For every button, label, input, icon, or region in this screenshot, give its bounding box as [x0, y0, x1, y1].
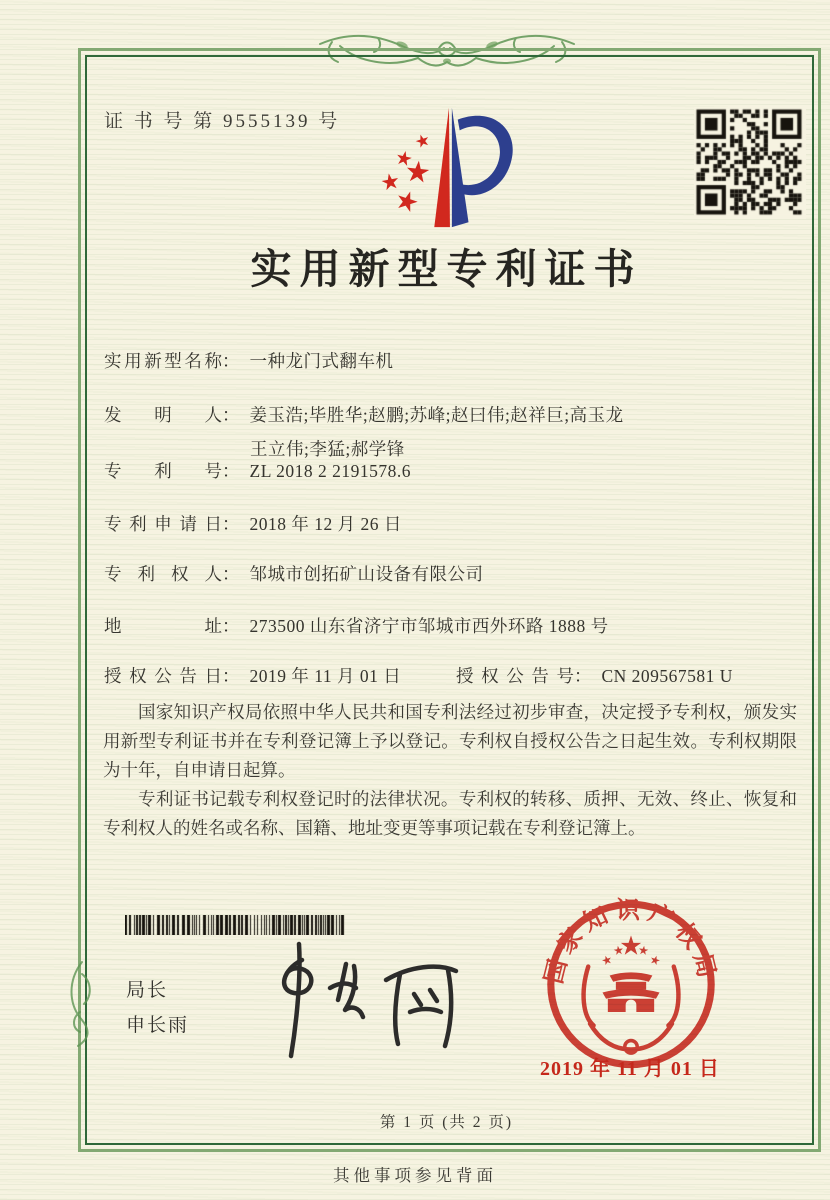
legal-paragraph-1: 国家知识产权局依照中华人民共和国专利法经过初步审查，决定授予专利权，颁发实用新型专利证书并在专利登记簿上予以登记。专利权自授权公告之日起生效。专利权期限为十年，自申请日起算。 — [103, 702, 797, 780]
field-colon: ： — [222, 514, 240, 534]
back-side-note: 其他事项参见背面 — [333, 1166, 497, 1185]
field-value: 一种龙门式翻车机 — [249, 351, 394, 371]
barcode — [125, 915, 345, 935]
legal-text-block — [103, 698, 797, 843]
field-label: 专利号 — [104, 461, 222, 481]
field-row-address — [104, 613, 609, 638]
field-colon: ： — [222, 405, 240, 425]
seal-ring-text: 国家知识产权局 — [541, 898, 721, 987]
field-label: 实用新型名称 — [104, 351, 222, 371]
field-colon: ： — [222, 564, 240, 584]
field-colon: ： — [222, 666, 240, 686]
field-value: ZL 2018 2 2191578.6 — [249, 461, 411, 481]
seal-date: 2019 年 11 月 01 日 — [540, 1058, 720, 1080]
commissioner-handwritten-signature — [262, 938, 462, 1063]
field-label: 授权公告号 — [456, 666, 574, 686]
field-colon: ： — [222, 351, 240, 371]
certificate-title: 实用新型专利证书 — [250, 246, 643, 292]
field-colon: ： — [574, 666, 592, 686]
page-number-info: 第 1 页 (共 2 页) — [379, 1114, 514, 1131]
field-colon: ： — [222, 616, 240, 636]
field-row-grant-number — [456, 663, 733, 688]
field-label: 专利权人 — [104, 564, 222, 584]
commissioner-name-label: 申长雨 — [126, 1015, 190, 1036]
commissioner-title-label: 局长 — [126, 980, 169, 1001]
certificate-number: 证 书 号 第 9555139 号 — [104, 111, 341, 132]
field-label: 地址 — [104, 616, 222, 636]
field-label: 授权公告日 — [104, 666, 222, 686]
field-value: 2018 年 12 月 26 日 — [249, 514, 402, 534]
qr-code — [694, 107, 806, 219]
field-value: 2019 年 11 月 01 日 — [249, 666, 402, 686]
field-value: 273500 山东省济宁市邹城市西外环路 1888 号 — [249, 616, 609, 636]
field-row-filing-date — [104, 511, 402, 536]
field-row-grant — [104, 663, 733, 688]
field-colon: ： — [222, 461, 240, 481]
field-value-line2: 王立伟;李猛;郝学锋 — [250, 439, 405, 459]
field-row-inventors — [104, 402, 624, 461]
border-left-flourish-ornament — [62, 960, 98, 1048]
field-label: 专利申请日 — [104, 514, 222, 534]
cnipa-logo-icon — [372, 102, 522, 234]
field-value: 姜玉浩;毕胜华;赵鹏;苏峰;赵曰伟;赵祥巨;高玉龙 — [249, 405, 624, 425]
legal-paragraph-2: 专利证书记载专利权登记时的法律状况。专利权的转移、质押、无效、终止、恢复和专利权人的姓名或名称、国籍、地址变更等事项记载在专利登记簿上。 — [103, 789, 797, 838]
field-row-utility-model-name — [104, 348, 394, 373]
field-label: 发明人 — [104, 405, 222, 425]
field-row-patent-number — [104, 458, 411, 483]
field-value: CN 209567581 U — [601, 666, 733, 686]
field-value: 邹城市创拓矿山设备有限公司 — [249, 564, 484, 584]
field-row-patentee — [104, 561, 484, 586]
